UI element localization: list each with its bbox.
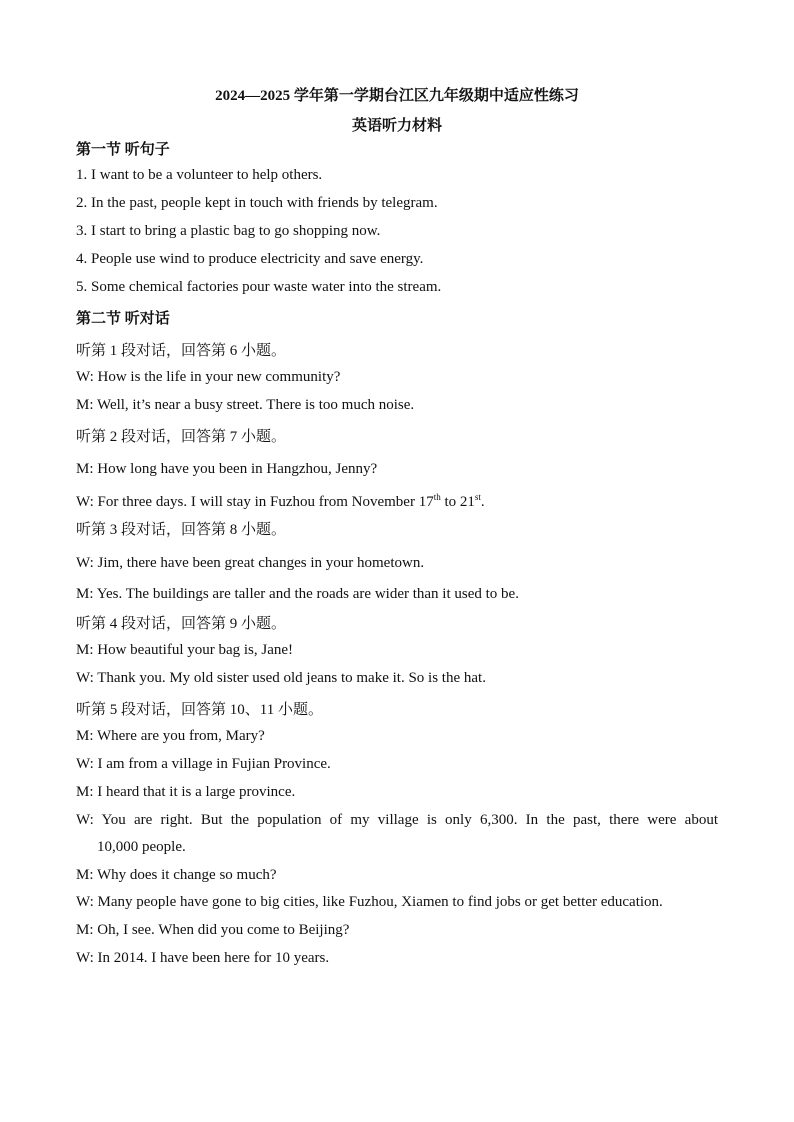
dialogue-5-intro: 听第 5 段对话，回答第 10、11 小题。 bbox=[76, 702, 323, 718]
dialogue-2-line bbox=[76, 492, 485, 511]
dialogue-3-intro: 听第 3 段对话，回答第 8 小题。 bbox=[76, 522, 287, 538]
document-title: 2024—2025 学年第一学期台江区九年级期中适应性练习 bbox=[215, 88, 579, 104]
dialogue-5-line: M: Why does it change so much? bbox=[76, 867, 277, 883]
dialogue-2-line-text: to 21 bbox=[440, 494, 475, 510]
section1-heading: 第一节 听句子 bbox=[76, 142, 170, 158]
sentence-3: 3. I start to bring a plastic bag to go shopping now. bbox=[76, 223, 381, 239]
sentence-4: 4. People use wind to produce electricity and save energy. bbox=[76, 251, 424, 267]
dialogue-3-line: M: Yes. The buildings are taller and the roads are wider than it used to be. bbox=[76, 586, 519, 602]
sentence-5: 5. Some chemical factories pour waste water into the stream. bbox=[76, 279, 442, 295]
dialogue-5-line: M: Oh, I see. When did you come to Beijing? bbox=[76, 922, 350, 938]
dialogue-3-line: W: Jim, there have been great changes in your hometown. bbox=[76, 555, 425, 571]
dialogue-2-line-text: W: For three days. I will stay in Fuzhou from November 17 bbox=[76, 494, 434, 510]
dialogue-4-intro: 听第 4 段对话，回答第 9 小题。 bbox=[76, 616, 287, 632]
sentence-1: 1. I want to be a volunteer to help others. bbox=[76, 167, 323, 183]
dialogue-1-line: W: How is the life in your new community? bbox=[76, 369, 341, 385]
section2-heading: 第二节 听对话 bbox=[76, 311, 170, 327]
dialogue-1-line: M: Well, it’s near a busy street. There is too much noise. bbox=[76, 397, 415, 413]
dialogue-2-line: M: How long have you been in Hangzhou, Jenny? bbox=[76, 461, 378, 477]
dialogue-5-line: W: In 2014. I have been here for 10 years. bbox=[76, 950, 330, 966]
dialogue-5-line: M: I heard that it is a large province. bbox=[76, 784, 296, 800]
document-subtitle: 英语听力材料 bbox=[351, 118, 442, 134]
dialogue-2-intro: 听第 2 段对话，回答第 7 小题。 bbox=[76, 429, 287, 445]
dialogue-1-intro: 听第 1 段对话，回答第 6 小题。 bbox=[76, 343, 287, 359]
dialogue-5-line: M: Where are you from, Mary? bbox=[76, 728, 265, 744]
dialogue-5-line-continuation: 10,000 people. bbox=[97, 839, 186, 855]
dialogue-5-line: W: I am from a village in Fujian Province. bbox=[76, 756, 331, 772]
dialogue-4-line: M: How beautiful your bag is, Jane! bbox=[76, 642, 294, 658]
ordinal-suffix: th bbox=[433, 492, 441, 502]
dialogue-5-line: W: Many people have gone to big cities, like Fuzhou, Xiamen to find jobs or get better education. bbox=[76, 894, 663, 910]
sentence-2: 2. In the past, people kept in touch with friends by telegram. bbox=[76, 195, 438, 211]
dialogue-2-line-text: . bbox=[480, 494, 485, 510]
ordinal-suffix: st bbox=[474, 492, 481, 502]
dialogue-5-line: W: You are right. But the population of my village is only 6,300. In the past, there were about bbox=[76, 812, 718, 828]
dialogue-4-line: W: Thank you. My old sister used old jeans to make it. So is the hat. bbox=[76, 670, 486, 686]
